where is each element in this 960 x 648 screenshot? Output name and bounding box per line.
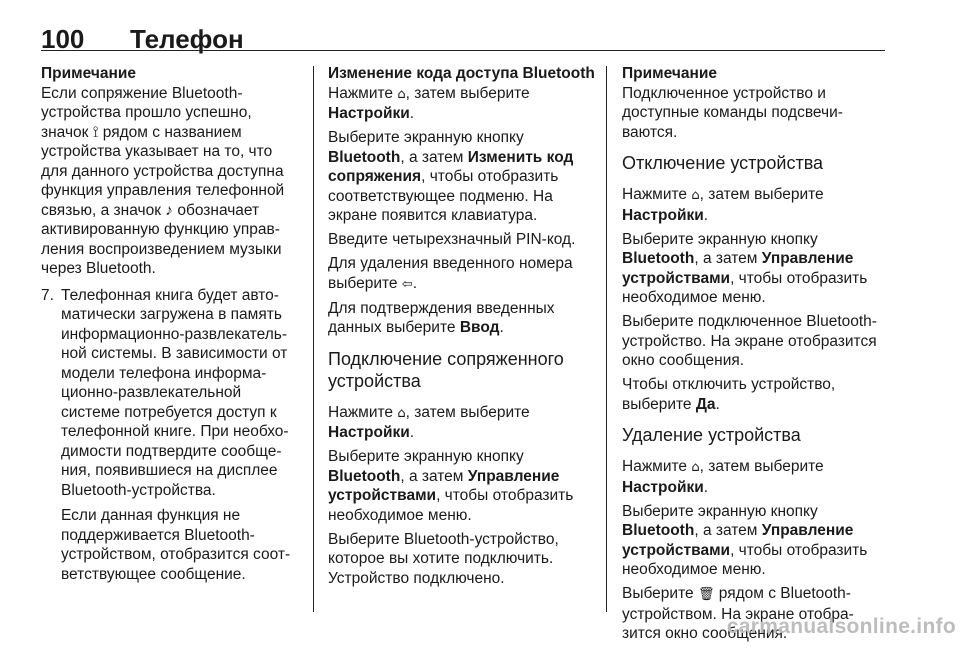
note-line: через Bluetooth. [41,260,156,277]
enter-label: Ввод [459,319,500,336]
paragraph [622,312,892,371]
text: Выберите экранную кнопку [328,448,524,465]
text: рядом с Bluetooth- [718,585,851,602]
paragraph [328,128,600,226]
section-heading: Отключение устройства [622,153,824,173]
text: Выберите [622,585,694,602]
manage-devices-label: устройствами [328,487,437,504]
note-body [622,84,892,143]
note-body [41,84,303,279]
home-icon: ⌂ [691,188,700,203]
note-line: ваются. [622,123,678,141]
text: окно сообщения. [622,352,745,369]
text: устройство. На экране отобразится [622,332,877,350]
text: Нажмите [622,186,688,203]
list-line: Bluetooth-устройства. [61,481,216,499]
column-1 [41,64,303,589]
note-heading: Примечание [41,65,136,82]
text: , а затем [400,148,464,166]
paragraph [328,530,600,589]
column-divider-1 [313,66,314,612]
column-3 [622,64,892,648]
trash-icon: 🗑 [697,587,715,602]
list-number: 7. [41,286,54,304]
text: соответствующее подменю. На [328,187,553,205]
text: Выберите экранную кнопку [328,129,524,146]
text: , а затем [694,522,758,539]
note-line: ления воспроизведением музыки [41,240,282,258]
list-line: поддерживается Bluetooth- [61,526,255,544]
change-code-label: сопряжения [328,168,422,185]
list-line: системе потребуется доступ к [61,403,277,421]
manage-devices-label: Управление [467,467,560,485]
text: Чтобы отключить устройство, [622,376,836,393]
text: Нажмите [622,458,688,475]
page-title: Телефон [130,24,244,54]
page-number: 100 [41,24,85,54]
text: , затем выберите [699,186,824,203]
section-heading-line: устройства [328,370,421,391]
change-code-label: Изменить код [467,148,574,166]
text: которое вы хотите подключить. [328,550,554,567]
note-line: Если сопряжение Bluetooth- [41,84,243,102]
manage-devices-label: устройствами [622,541,731,559]
note-line: функция управления телефонной [41,182,285,199]
bluetooth-label: Bluetooth [328,467,401,485]
column-2 [328,64,600,593]
text: , чтобы отобразить [730,269,868,287]
text: выберите [328,274,398,292]
home-icon: ⌂ [397,405,406,421]
home-icon: ⌂ [397,86,406,102]
text: экране появится клавиатура. [328,207,538,224]
settings-label: Настройки [328,424,410,441]
list-line: Если данная функция не [61,507,241,524]
paragraph: Для подтверждения введенных данных выберите Ввод. [328,299,555,336]
paragraph: Чтобы отключить устройство, выберите Да. [622,376,836,413]
text: Выберите экранную кнопку [622,230,818,248]
note-line: Подключенное устройство и [622,84,826,102]
header-divider [41,50,885,51]
text: , затем выберите [699,458,824,475]
text: необходимое меню. [622,289,766,306]
text: , затем выберите [405,84,530,102]
list-line: Телефонная книга будет авто- [61,286,279,304]
paragraph [328,447,600,525]
paragraph [622,502,892,580]
note-heading: Примечание [622,65,717,82]
list-line: ния, появившиеся на дисплее [61,462,278,479]
section-heading: Удаление устройства [622,425,801,445]
subsection-heading: Изменение кода доступа Bluetooth [328,65,595,82]
bluetooth-label: Bluetooth [622,522,695,539]
list-line: телефонной книге. При необхо- [61,423,289,440]
text: Выберите подключенное Bluetooth- [622,313,877,330]
list-line: устройством, отобразится соот- [61,546,291,563]
list-line: димости подтвердите сообще- [61,442,282,460]
paragraph [328,230,600,250]
note-line: доступные команды подсвечи- [622,104,843,121]
paragraph: Нажмите ⌂, затем выберите Настройки. [328,84,530,122]
list-item-7 [41,286,303,585]
paragraph [622,230,892,308]
paragraph: Нажмите ⌂, затем выберите Настройки. [622,458,824,496]
text: , чтобы отобразить [436,487,574,504]
list-line: информационно-развлекатель- [61,325,287,343]
paragraph: Нажмите ⌂, затем выберите Настройки. [328,403,530,441]
text: Нажмите [328,84,394,102]
text: Выберите Bluetooth-устройство, [328,530,559,548]
text: Введите четырехзначный PIN-код. [328,231,576,248]
text: выберите [622,395,692,413]
manage-devices-label: Управление [761,250,854,267]
settings-label: Настройки [622,206,704,224]
text: , чтобы отобразить [730,541,868,559]
settings-label: Настройки [622,478,704,496]
bluetooth-label: Bluetooth [622,250,695,267]
manage-devices-label: устройствами [622,269,731,287]
list-line: матически загружена в память [61,306,282,323]
text: Для удаления введенного номера [328,255,573,272]
list-item-body [61,286,303,501]
paragraph: Для удаления введенного номера выберите ⇦. [328,254,600,294]
home-icon: ⌂ [691,460,700,475]
text: зится окно сообщения. [622,625,788,642]
bluetooth-label: Bluetooth [328,148,401,166]
text: , а затем [400,467,464,485]
text: необходимое меню. [622,561,766,578]
note-line: устройства прошло успешно, [41,104,252,121]
text: Выберите экранную кнопку [622,502,818,520]
backspace-icon: ⇦ [401,276,413,292]
note-line: для данного устройства доступна [41,162,284,180]
manage-devices-label: Управление [761,522,854,539]
list-line: ционно-развлекательной [61,384,242,401]
list-line: ной системы. В зависимости от [61,345,288,362]
list-line: ветствующее сообщение. [61,565,246,583]
section-heading [328,348,600,392]
text: Устройство подключено. [328,569,505,587]
settings-label: Настройки [328,105,410,122]
text: необходимое меню. [328,506,472,524]
note-line: активированную функцию управ- [41,221,280,238]
text: , чтобы отобразить [421,168,559,185]
text: Для подтверждения введенных [328,299,555,317]
watermark: carmanualsonline.info [726,615,956,638]
section-heading-line: Подключение сопряженного [328,348,564,369]
list-item-extra [61,506,303,584]
yes-label: Да [695,395,716,413]
text: устройством. На экране отобра- [622,605,854,623]
text: , затем выберите [405,403,530,421]
note-line: устройства указывает на то, что [41,143,273,160]
note-line: связью, а значок ♪ обозначает [41,201,260,219]
column-divider-2 [606,66,607,612]
paragraph: Нажмите ⌂, затем выберите Настройки. [622,186,824,224]
note-line: значок ⟟ рядом с названием [41,123,242,141]
text: Нажмите [328,403,394,421]
text: , а затем [694,250,758,267]
text: данных выберите [328,319,456,336]
list-line: модели телефона информа- [61,364,267,382]
